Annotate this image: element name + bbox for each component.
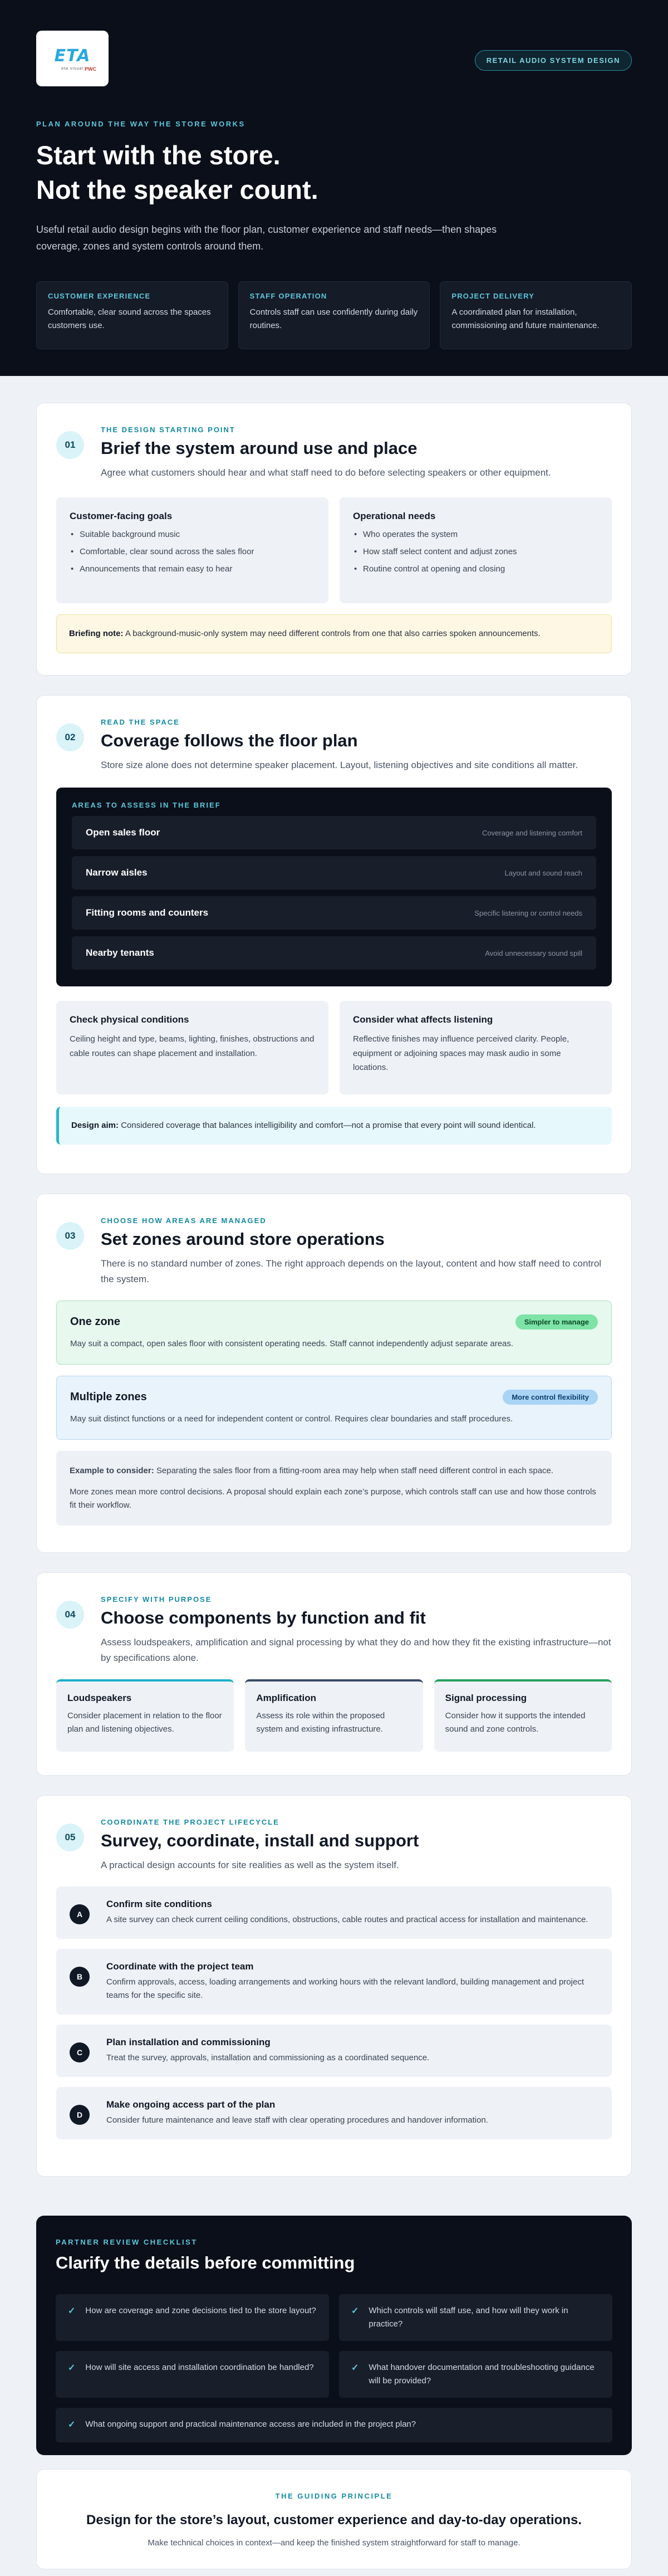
component-title: Signal processing xyxy=(445,1693,527,1704)
area-note: Layout and sound reach xyxy=(504,868,582,877)
check-icon: ✓ xyxy=(68,2420,76,2430)
areas-box xyxy=(56,788,612,986)
component-amplification xyxy=(245,1679,423,1752)
area-row xyxy=(72,816,596,849)
checklist-text: What handover documentation and troubleshooting guidance will be provided? xyxy=(369,2363,595,2386)
principle-text: Make technical choices in context—and keep the finished system straightforward for staff to manage. xyxy=(148,2538,520,2548)
section-number: 03 xyxy=(56,1222,84,1250)
section-brief xyxy=(36,403,632,676)
area-name: Narrow aisles xyxy=(86,867,148,878)
logo-subtext: eta visual xyxy=(61,67,84,71)
hero-card-text: Controls staff can use confidently during daily routines. xyxy=(249,307,418,331)
area-name: Fitting rooms and counters xyxy=(86,907,209,918)
hero-card-title: CUSTOMER EXPERIENCE xyxy=(48,292,151,301)
panel-text: Reflective finishes may influence perceived clarity. People, equipment or adjoining spaces may mask audio in some locations. xyxy=(353,1034,569,1073)
component-text: Consider how it supports the intended sound and zone controls. xyxy=(445,1711,586,1734)
step-letter: A xyxy=(70,1904,90,1924)
step-title: Coordinate with the project team xyxy=(106,1961,254,1972)
component-loudspeakers xyxy=(56,1679,234,1752)
hero-lead: Useful retail audio design begins with the floor plan, customer experience and staff needs—then shapes coverage, zones and system controls around them. xyxy=(36,224,497,252)
step-title: Plan installation and commissioning xyxy=(106,2037,271,2048)
logo-mark: PWC xyxy=(85,66,96,72)
section-number: 04 xyxy=(56,1601,84,1629)
section-title: Set zones around store operations xyxy=(101,1229,385,1249)
brand-logo[interactable] xyxy=(36,31,109,86)
zone-badge: More control flexibility xyxy=(503,1390,598,1405)
section-components xyxy=(36,1572,632,1776)
area-name: Nearby tenants xyxy=(86,947,154,959)
section-title: Survey, coordinate, install and support xyxy=(101,1831,419,1850)
hero-card-staff xyxy=(238,281,430,349)
hero-title-line-1: Start with the store. xyxy=(36,140,281,170)
section-lifecycle xyxy=(36,1795,632,2177)
checklist-text: What ongoing support and practical maintenance access are included in the project plan? xyxy=(85,2419,416,2429)
step-item xyxy=(56,2025,612,2077)
zone-text: May suit a compact, open sales floor with consistent operating needs. Staff cannot independently adjust separate areas. xyxy=(70,1339,514,1349)
note-label: Design aim: xyxy=(71,1121,119,1131)
checklist-text: How are coverage and zone decisions tied to the store layout? xyxy=(85,2306,316,2315)
customer-goals-panel xyxy=(56,497,328,603)
zone-badge: Simpler to manage xyxy=(515,1314,598,1329)
principle-eyebrow: THE GUIDING PRINCIPLE xyxy=(275,2492,393,2500)
panel-title: Customer-facing goals xyxy=(70,511,173,522)
section-eyebrow: THE DESIGN STARTING POINT xyxy=(101,426,235,434)
zone-example xyxy=(56,1451,612,1526)
component-text: Assess its role within the proposed system and existing infrastructure. xyxy=(256,1711,385,1734)
check-icon: ✓ xyxy=(351,2306,359,2316)
hero-title xyxy=(36,138,632,207)
checklist-item xyxy=(56,2294,329,2341)
checklist-item xyxy=(56,2408,612,2442)
area-row xyxy=(72,936,596,970)
component-signal-processing xyxy=(434,1679,612,1752)
check-icon: ✓ xyxy=(68,2306,76,2316)
step-item xyxy=(56,2087,612,2139)
step-item xyxy=(56,1886,612,1939)
checklist-text: How will site access and installation coordination be handled? xyxy=(85,2363,314,2372)
section-eyebrow: READ THE SPACE xyxy=(101,718,180,726)
hero-card-text: A coordinated plan for installation, commissioning and future maintenance. xyxy=(451,307,600,331)
section-title: Choose components by function and fit xyxy=(101,1608,426,1627)
area-row xyxy=(72,896,596,930)
panel-title: Consider what affects listening xyxy=(353,1014,493,1025)
step-letter: D xyxy=(70,2105,90,2125)
hero-badge: RETAIL AUDIO SYSTEM DESIGN xyxy=(475,50,632,71)
panel-title: Check physical conditions xyxy=(70,1014,189,1025)
area-name: Open sales floor xyxy=(86,827,160,838)
guiding-principle xyxy=(36,2469,632,2569)
hero-card-delivery xyxy=(440,281,632,349)
checklist-item xyxy=(339,2351,612,2398)
area-note: Avoid unnecessary sound spill xyxy=(485,949,582,957)
section-zones xyxy=(36,1194,632,1553)
component-text: Consider placement in relation to the floor plan and listening objectives. xyxy=(67,1711,222,1734)
list-item: • Announcements that remain easy to hear xyxy=(70,564,315,574)
checklist-item xyxy=(56,2351,329,2398)
hero-card-title: PROJECT DELIVERY xyxy=(451,292,535,301)
example-body: Separating the sales floor from a fitting-room area may help when staff need different control in each space. xyxy=(156,1466,554,1476)
step-letter: B xyxy=(70,1967,90,1987)
note-text: A background-music-only system may need different controls from one that also carries spoken announcements. xyxy=(125,629,541,639)
panel-title: Operational needs xyxy=(353,511,436,522)
note-label: Briefing note: xyxy=(69,629,124,639)
listening-factors-panel xyxy=(340,1001,612,1094)
hero-card-text: Comfortable, clear sound across the spaces customers use. xyxy=(48,307,211,331)
list-item: • Routine control at opening and closing xyxy=(353,564,598,574)
partner-checklist xyxy=(36,2216,632,2455)
section-title: Coverage follows the floor plan xyxy=(101,731,358,750)
check-icon: ✓ xyxy=(68,2363,76,2373)
briefing-note xyxy=(56,614,612,653)
area-note: Coverage and listening comfort xyxy=(482,828,582,837)
step-text: Confirm approvals, access, loading arrangements and working hours with the relevant landlord, building management and project teams for the specific site. xyxy=(106,1977,584,2001)
panel-text: Ceiling height and type, beams, lighting, finishes, obstructions and cable routes can shape placement and installation. xyxy=(70,1034,315,1058)
list-item: • How staff select content and adjust zones xyxy=(353,547,598,556)
hero-eyebrow: PLAN AROUND THE WAY THE STORE WORKS xyxy=(36,120,245,128)
hero-card-title: STAFF OPERATION xyxy=(249,292,327,301)
logo-wordmark: ETA xyxy=(54,46,91,66)
section-eyebrow: SPECIFY WITH PURPOSE xyxy=(101,1595,212,1604)
example-label: Example to consider: xyxy=(70,1466,154,1476)
step-item xyxy=(56,1949,612,2015)
list-item: • Suitable background music xyxy=(70,530,315,539)
zone-title: Multiple zones xyxy=(70,1391,147,1404)
zone-text: May suit distinct functions or a need for independent content or control. Requires clear boundaries and staff procedures. xyxy=(70,1414,513,1424)
hero-card-customer xyxy=(36,281,228,349)
step-title: Make ongoing access part of the plan xyxy=(106,2099,276,2110)
checklist-item xyxy=(339,2294,612,2341)
one-zone-option xyxy=(56,1301,612,1365)
section-number: 02 xyxy=(56,724,84,751)
step-text: A site survey can check current ceiling conditions, obstructions, cable routes and practical access for installation and maintenance. xyxy=(106,1915,588,1925)
hero xyxy=(0,0,668,376)
list-item: • Who operates the system xyxy=(353,530,598,539)
section-eyebrow: CHOOSE HOW AREAS ARE MANAGED xyxy=(101,1216,267,1225)
principle-title: Design for the store’s layout, customer experience and day-to-day operations. xyxy=(86,2513,582,2528)
section-lead: Store size alone does not determine speaker placement. Layout, listening objectives and site conditions all matter. xyxy=(101,760,578,770)
hero-title-line-2: Not the speaker count. xyxy=(36,175,318,205)
checklist-title: Clarify the details before committing xyxy=(56,2253,355,2272)
check-icon: ✓ xyxy=(351,2363,359,2373)
example-more: More zones mean more control decisions. A proposal should explain each zone’s purpose, which controls staff can use and how those controls fit their workflow. xyxy=(70,1487,596,1511)
section-lead: A practical design accounts for site realities as well as the system itself. xyxy=(101,1860,399,1870)
physical-conditions-panel xyxy=(56,1001,328,1094)
areas-eyebrow: AREAS TO ASSESS IN THE BRIEF xyxy=(72,801,221,810)
component-title: Amplification xyxy=(256,1693,316,1704)
operational-needs-panel xyxy=(340,497,612,603)
area-note: Specific listening or control needs xyxy=(474,908,582,917)
step-letter: C xyxy=(70,2042,90,2062)
list-item: • Comfortable, clear sound across the sales floor xyxy=(70,547,315,556)
example-text xyxy=(70,1464,598,1478)
zone-title: One zone xyxy=(70,1316,121,1328)
checklist-eyebrow: PARTNER REVIEW CHECKLIST xyxy=(56,2238,198,2246)
checklist-text: Which controls will staff use, and how will they work in practice? xyxy=(369,2306,568,2329)
hero-cards xyxy=(36,281,632,349)
section-title: Brief the system around use and place xyxy=(101,438,418,458)
section-number: 05 xyxy=(56,1824,84,1851)
section-lead: There is no standard number of zones. The right approach depends on the layout, content and how staff need to control the system. xyxy=(101,1258,602,1285)
section-coverage xyxy=(36,695,632,1174)
multiple-zones-option xyxy=(56,1376,612,1440)
section-lead: Assess loudspeakers, amplification and signal processing by what they do and how they fit the existing infrastructure—not by specifications alone. xyxy=(101,1637,611,1664)
section-number: 01 xyxy=(56,431,84,459)
section-lead: Agree what customers should hear and what staff need to do before selecting speakers or other equipment. xyxy=(101,467,551,478)
section-eyebrow: COORDINATE THE PROJECT LIFECYCLE xyxy=(101,1818,279,1826)
design-aim-note xyxy=(56,1107,612,1145)
step-text: Treat the survey, approvals, installation and commissioning as a coordinated sequence. xyxy=(106,2053,430,2063)
step-title: Confirm site conditions xyxy=(106,1899,212,1910)
step-text: Consider future maintenance and leave staff with clear operating procedures and handover information. xyxy=(106,2115,488,2125)
component-title: Loudspeakers xyxy=(67,1693,132,1704)
area-row xyxy=(72,856,596,889)
note-text: Considered coverage that balances intelligibility and comfort—not a promise that every point will sound identical. xyxy=(121,1121,536,1131)
